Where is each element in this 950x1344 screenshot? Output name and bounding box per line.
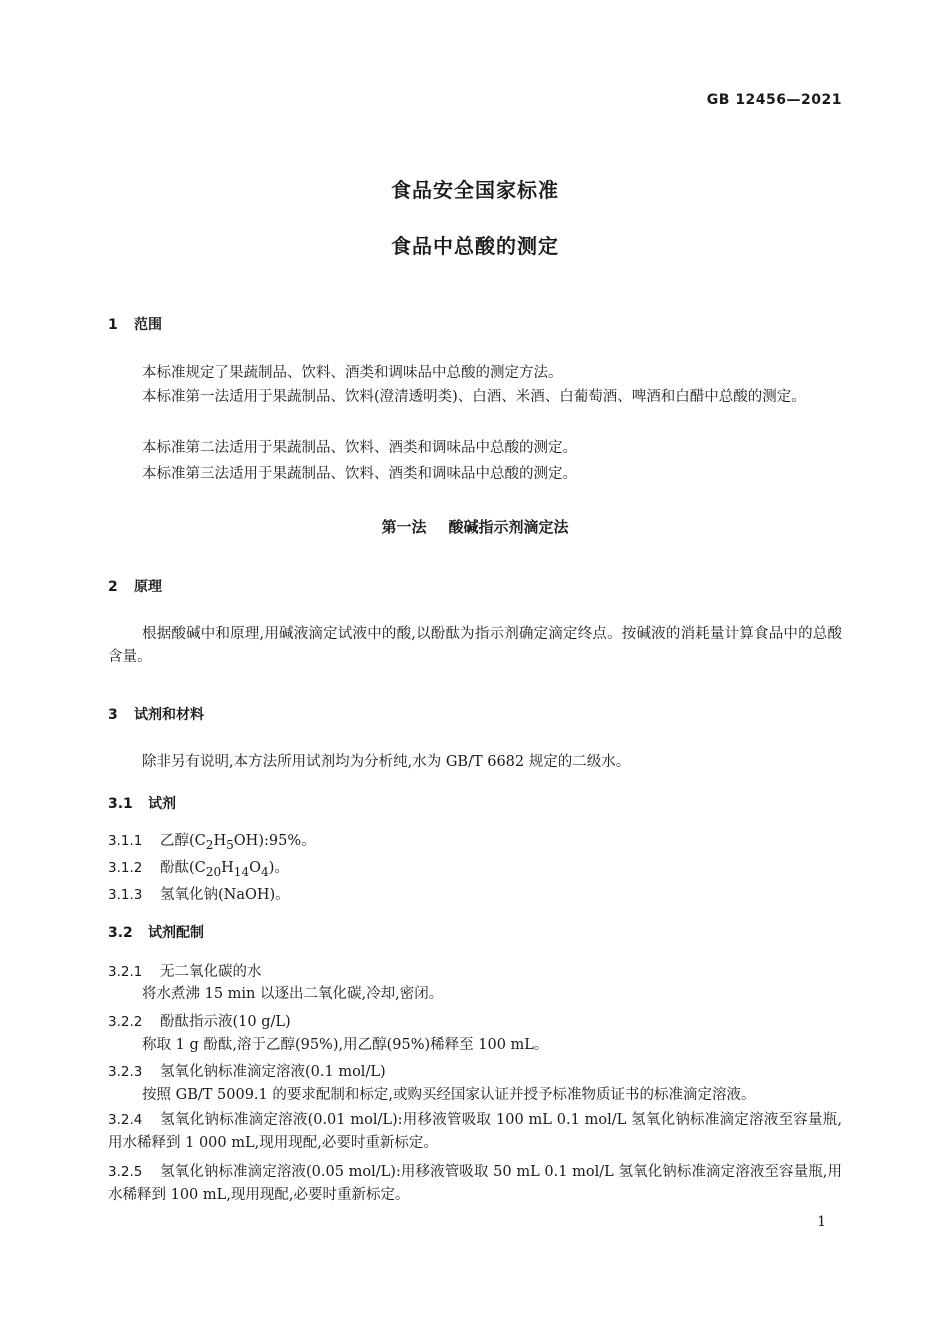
section-number: 2 xyxy=(108,579,118,595)
item-3-2-3-body: 按照 GB/T 5009.1 的要求配制和标定,或购买经国家认证并授予标准物质证书的标准滴定溶液。 xyxy=(142,1087,756,1103)
method-label: 第一法 xyxy=(381,518,427,536)
method-name: 酸碱指示剂滴定法 xyxy=(448,518,569,536)
document-title: 食品安全国家标准 xyxy=(391,178,559,202)
item-number: 3.2.5 xyxy=(108,1164,143,1180)
item-text: 氢氧化钠标准滴定溶液(0.01 mol/L):用移液管吸取 100 mL 0.1 mol/L 氢氧化钠标准滴定溶液至容量瓶,用水稀释到 1 000 mL,现用现配,必要时重新标定。 xyxy=(108,1112,842,1151)
formula-text: H xyxy=(221,860,234,876)
subsection-title: 试剂配制 xyxy=(148,925,204,941)
item-title: 酚酞指示液(10 g/L) xyxy=(160,1014,291,1030)
reagents-intro-paragraph: 除非另有说明,本方法所用试剂均为分析纯,水为 GB/T 6682 规定的二级水。 xyxy=(142,754,631,770)
reagent-phenolphthalein xyxy=(108,856,289,879)
formula-text: O xyxy=(249,860,262,876)
subsection-number: 3.2 xyxy=(108,925,133,941)
section-1-heading xyxy=(108,314,162,334)
subsection-3-1-heading xyxy=(108,793,176,813)
item-3-2-2-title xyxy=(108,1010,291,1031)
item-number: 3.1.2 xyxy=(108,860,143,876)
item-3-2-2-body: 称取 1 g 酚酞,溶于乙醇(95%),用乙醇(95%)稀释至 100 mL。 xyxy=(142,1037,549,1053)
subsection-3-2-heading xyxy=(108,922,204,942)
section-title: 试剂和材料 xyxy=(134,707,204,723)
item-title: 无二氧化碳的水 xyxy=(160,964,262,980)
formula-text: )。 xyxy=(268,860,289,876)
item-3-2-1-title xyxy=(108,960,262,981)
item-3-2-3-title xyxy=(108,1060,386,1081)
formula-text: OH):95%。 xyxy=(233,833,316,849)
item-3-2-1-body: 将水煮沸 15 min 以逐出二氧化碳,冷却,密闭。 xyxy=(142,986,444,1002)
subsection-title: 试剂 xyxy=(148,796,176,812)
item-3-2-5 xyxy=(108,1161,842,1207)
standard-code: GB 12456—2021 xyxy=(706,92,842,108)
document-subtitle: 食品中总酸的测定 xyxy=(391,234,559,258)
formula-subscript: 20 xyxy=(205,864,222,879)
scope-paragraph-4: 本标准第三法适用于果蔬制品、饮料、酒类和调味品中总酸的测定。 xyxy=(142,466,577,482)
subsection-number: 3.1 xyxy=(108,796,133,812)
section-number: 3 xyxy=(108,707,118,723)
page-number: 1 xyxy=(817,1214,826,1230)
reagent-sodium-hydroxide xyxy=(108,883,290,904)
formula-subscript: 2 xyxy=(205,837,214,852)
item-number: 3.2.3 xyxy=(108,1064,143,1080)
formula-text: 酚酞(C xyxy=(160,860,206,876)
section-title: 范围 xyxy=(134,317,162,333)
item-3-2-4 xyxy=(108,1109,842,1155)
section-title: 原理 xyxy=(134,579,162,595)
item-number: 3.2.2 xyxy=(108,1014,143,1030)
section-number: 1 xyxy=(108,317,118,333)
principle-paragraph: 根据酸碱中和原理,用碱液滴定试液中的酸,以酚酞为指示剂确定滴定终点。按碱液的消耗量计算食品中的总酸含量。 xyxy=(108,626,842,665)
method-1-heading xyxy=(0,516,950,537)
section-3-heading xyxy=(108,704,204,724)
formula-subscript: 5 xyxy=(226,837,234,852)
item-number: 3.1.3 xyxy=(108,887,143,903)
formula-text: 乙醇(C xyxy=(160,833,206,849)
section-2-heading xyxy=(108,576,162,596)
scope-paragraph-2: 本标准第一法适用于果蔬制品、饮料(澄清透明类)、白酒、米酒、白葡萄酒、啤酒和白醋中总酸的测定。 xyxy=(142,389,806,405)
item-number: 3.2.4 xyxy=(108,1112,143,1128)
item-text: 氢氧化钠(NaOH)。 xyxy=(160,887,290,903)
scope-paragraph-1: 本标准规定了果蔬制品、饮料、酒类和调味品中总酸的测定方法。 xyxy=(142,365,563,381)
formula-subscript: 4 xyxy=(261,864,269,879)
reagent-ethanol xyxy=(108,829,316,852)
scope-paragraph-3: 本标准第二法适用于果蔬制品、饮料、酒类和调味品中总酸的测定。 xyxy=(142,440,577,456)
formula-subscript: 14 xyxy=(233,864,250,879)
formula-text: H xyxy=(213,833,227,849)
item-title: 氢氧化钠标准滴定溶液(0.1 mol/L) xyxy=(160,1064,386,1080)
item-number: 3.1.1 xyxy=(108,833,143,849)
item-number: 3.2.1 xyxy=(108,964,143,980)
item-text: 氢氧化钠标准滴定溶液(0.05 mol/L):用移液管吸取 50 mL 0.1 mol/L 氢氧化钠标准滴定溶液至容量瓶,用水稀释到 100 mL,现用现配,必要时重新标定。 xyxy=(108,1164,842,1203)
